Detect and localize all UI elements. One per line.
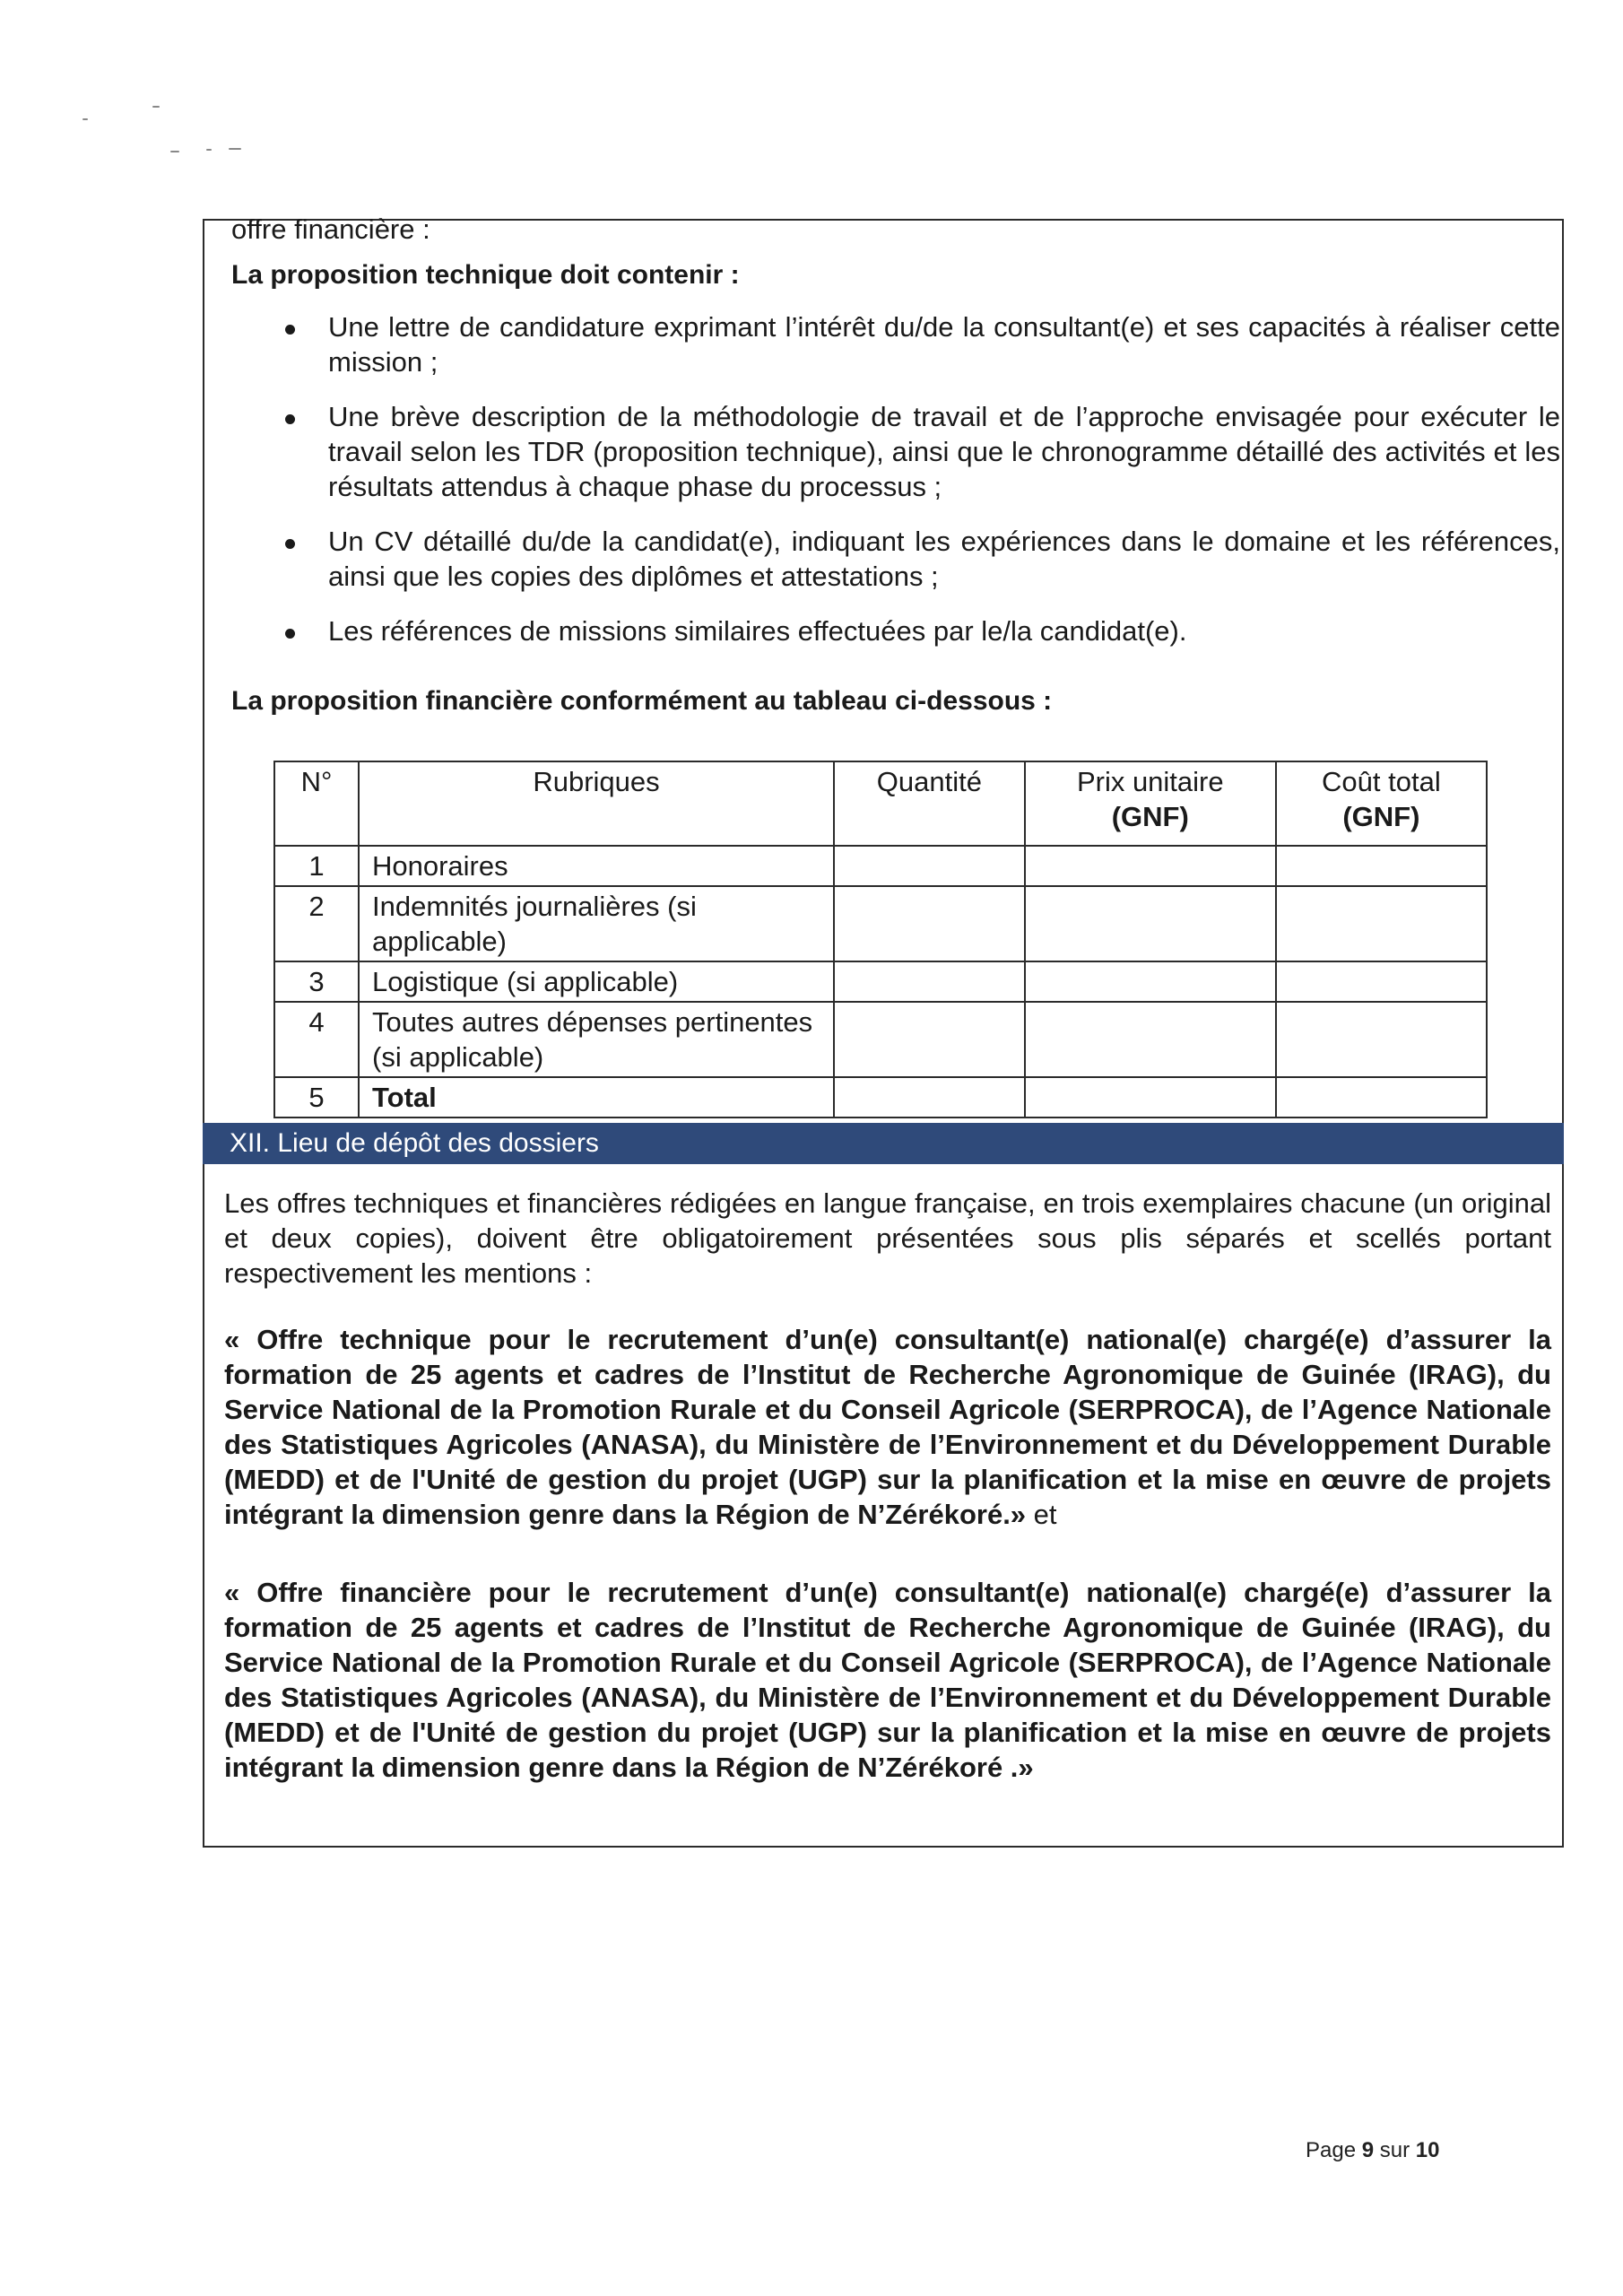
cell-quantite [834,1077,1025,1118]
cell-cout [1276,1077,1487,1118]
cell-prix [1025,1002,1276,1077]
bullet-icon [285,539,295,549]
bullet-icon [285,629,295,639]
cell-quantite [834,846,1025,886]
row-number: 1 [274,846,359,886]
technical-list [278,309,1560,668]
header-num: N° [274,761,359,846]
cell-cout [1276,1002,1487,1077]
cell-prix [1025,961,1276,1002]
table-row [274,846,1487,886]
table-row-total [274,1077,1487,1118]
row-number: 5 [274,1077,359,1118]
cell-quantite [834,1002,1025,1077]
row-label: Toutes autres dépenses pertinentes (si applicable) [359,1002,834,1077]
bullet-icon [285,414,295,424]
technical-offer-mention: « Offre technique pour le recrutement d’un(e) consultant(e) national(e) chargé(e) d’assurer la formation de 25 agents et cadres de l’Institut de Recherche Agronomique de Guinée (IRAG), du Service National de la Promotion Rurale et du Conseil Agricole (SERPROCA), de l’Agence Nationale des Statistiques Agricoles (ANASA), du Ministère de l’Environnement et du Développement Durable (MEDD) et de l'Unité de gestion du projet (UGP) sur la planification et la mise en œuvre de projets intégrant la dimension genre dans la Région de N’Zérékoré.» et [224,1324,1551,1530]
header-cout-total: Coût total (GNF) [1276,761,1487,846]
header-rubriques: Rubriques [359,761,834,846]
financial-offer-mention: « Offre financière pour le recrutement d’un(e) consultant(e) national(e) chargé(e) d’assurer la formation de 25 agents et cadres de l’Institut de Recherche Agronomique de Guinée (IRAG), du Service National de la Promotion Rurale et du Conseil Agricole (SERPROCA), de l’Agence Nationale des Statistiques Agricoles (ANASA), du Ministère de l’Environnement et du Développement Durable (MEDD) et de l'Unité de gestion du projet (UGP) sur la planification et la mise en œuvre de projets intégrant la dimension genre dans la Région de N’Zérékoré .» [224,1577,1551,1783]
scan-artifacts [72,99,278,170]
table-row [274,1002,1487,1077]
list-item: Une lettre de candidature exprimant l’intérêt du/de la consultant(e) et ses capacités à réaliser cette mission ; [278,309,1560,379]
row-number: 2 [274,886,359,961]
page-number: Page 9 sur 10 [1306,2138,1440,2162]
row-label: Honoraires [359,846,834,886]
list-item: Un CV détaillé du/de la candidat(e), indiquant les expériences dans le domaine et les références, ainsi que les copies des diplômes et attestations ; [278,524,1560,594]
cell-prix [1025,1077,1276,1118]
cell-quantite [834,886,1025,961]
list-item: Les références de missions similaires effectuées par le/la candidat(e). [278,613,1560,648]
section-heading: XII. Lieu de dépôt des dossiers [203,1123,1564,1164]
cell-cout [1276,846,1487,886]
submission-paragraph: Les offres techniques et financières rédigées en langue française, en trois exemplaires chacune (un original et deux copies), doivent être obligatoirement présentées sous plis séparés et scellés portant respectivement les mentions : [224,1187,1551,1289]
budget-table [273,761,1488,1118]
row-number: 3 [274,961,359,1002]
table-row [274,886,1487,961]
cell-prix [1025,846,1276,886]
table-header-row [274,761,1487,846]
cell-cout [1276,886,1487,961]
cell-quantite [834,961,1025,1002]
list-item: Une brève description de la méthodologie de travail et de l’approche envisagée pour exécuter le travail selon les TDR (proposition technique), ainsi que le chronogramme détaillé des activités et les résultats attendus à chaque phase du processus ; [278,399,1560,504]
header-prix-unitaire: Prix unitaire (GNF) [1025,761,1276,846]
table-row [274,961,1487,1002]
cell-prix [1025,886,1276,961]
intro-text: offre financière : [231,213,430,245]
cell-cout [1276,961,1487,1002]
row-label: Indemnités journalières (si applicable) [359,886,834,961]
row-label: Logistique (si applicable) [359,961,834,1002]
bullet-icon [285,325,295,335]
row-number: 4 [274,1002,359,1077]
header-quantite: Quantité [834,761,1025,846]
row-label: Total [359,1077,834,1118]
technical-heading: La proposition technique doit contenir : [231,260,740,290]
financial-heading: La proposition financière conformément au tableau ci-dessous : [231,686,1053,716]
